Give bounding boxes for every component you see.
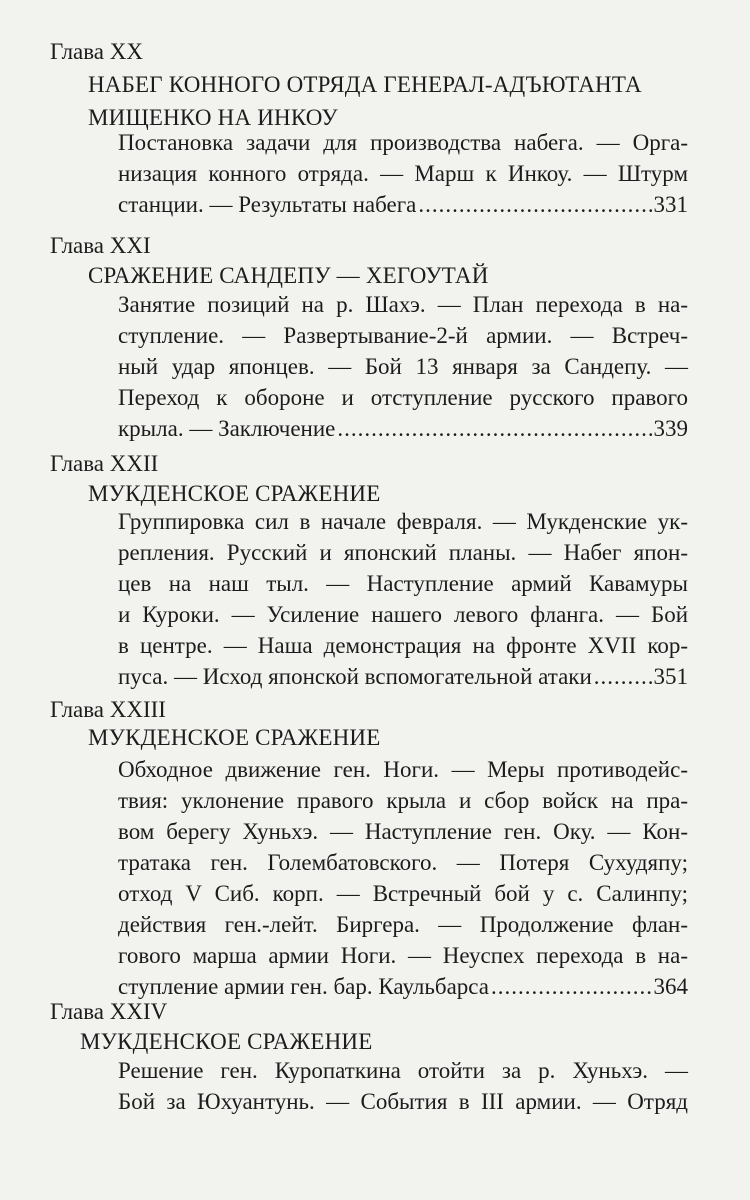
desc-line: и Куроки. — Усиление нашего левого фланга. — Бой <box>118 602 688 627</box>
desc-last-line <box>118 971 688 1002</box>
desc-line: Решение ген. Куропаткина отойти за р. Хуньхэ. — <box>118 1058 688 1083</box>
page-number: 351 <box>653 664 688 689</box>
desc-line: действия ген.-лейт. Биргера. — Продолжение флан- <box>118 912 688 937</box>
title-line: МУКДЕНСКОЕ СРАЖЕНИЕ <box>88 481 381 506</box>
desc-line: Постановка задачи для производства набега. — Орга- <box>118 130 688 155</box>
chapter-label: Глава XX <box>50 39 143 64</box>
desc-line: крыла. — Заключение <box>118 416 336 441</box>
title-line: НАБЕГ КОННОГО ОТРЯДА ГЕНЕРАЛ-АДЪЮТАНТА <box>88 72 642 97</box>
desc-line: Бой за Юхуантунь. — События в III армии. — Отряд <box>118 1089 688 1114</box>
chapter-description <box>118 506 688 692</box>
chapter-description <box>118 1055 688 1117</box>
desc-line: репления. Русский и японский планы. — Набег япон- <box>118 540 688 565</box>
desc-line: в центре. — Наша демонстрация на фронте XVII кор- <box>118 633 688 658</box>
chapter-description <box>118 127 688 220</box>
chapter-description <box>118 289 688 444</box>
title-line: МУКДЕНСКОЕ СРАЖЕНИЕ <box>80 1029 373 1054</box>
desc-line: пуса. — Исход японской вспомогательной атаки <box>118 664 592 689</box>
title-line: СРАЖЕНИЕ САНДЕПУ — ХЕГОУТАЙ <box>88 263 489 288</box>
desc-line: Обходное движение ген. Ноги. — Меры противодейс- <box>118 757 688 782</box>
desc-last-line <box>118 413 688 444</box>
chapter-description <box>118 754 688 1002</box>
desc-line: ступление армии ген. бар. Каульбарса <box>118 974 490 999</box>
desc-line: станции. — Результаты набега <box>118 192 417 217</box>
desc-line: твия: уклонение правого крыла и сбор войск на пра- <box>118 788 688 813</box>
desc-last-line <box>118 661 688 692</box>
chapter-label: Глава XXII <box>50 451 159 476</box>
chapter-title <box>88 68 688 134</box>
title-line: МИЩЕНКО НА ИНКОУ <box>88 105 338 130</box>
desc-line: цев на наш тыл. — Наступление армий Кавамуры <box>118 571 688 596</box>
chapter-title <box>88 721 688 754</box>
page-number: 364 <box>653 974 688 999</box>
page-number: 339 <box>653 416 688 441</box>
leader-dots <box>491 971 651 1002</box>
chapter-title <box>80 1025 680 1058</box>
chapter-title <box>88 259 688 292</box>
leader-dots <box>418 189 651 220</box>
leader-dots <box>337 413 651 444</box>
title-line: МУКДЕНСКОЕ СРАЖЕНИЕ <box>88 725 381 750</box>
leader-dots <box>594 661 652 692</box>
desc-line: Переход к обороне и отступление русского правого <box>118 385 688 410</box>
desc-line: Занятие позиций на р. Шахэ. — План перехода в на- <box>118 292 688 317</box>
desc-line: тратака ген. Голембатовского. — Потеря Сухудяпу; <box>118 850 688 875</box>
desc-line: гового марша армии Ноги. — Неуспех перехода в на- <box>118 943 688 968</box>
desc-line: низация конного отряда. — Марш к Инкоу. — Штурм <box>118 161 688 186</box>
desc-line: Группировка сил в начале февраля. — Мукденские ук- <box>118 509 688 534</box>
chapter-label: Глава XXI <box>50 233 151 258</box>
desc-line: отход V Сиб. корп. — Встречный бой у с. Салинпу; <box>118 881 688 906</box>
page-number: 331 <box>653 192 688 217</box>
desc-line: ный удар японцев. — Бой 13 января за Сандепу. — <box>118 354 688 379</box>
desc-last-line <box>118 189 688 220</box>
desc-line: вом берегу Хуньхэ. — Наступление ген. Оку. — Кон- <box>118 819 688 844</box>
desc-line: ступление. — Развертывание-2-й армии. — Встреч- <box>118 323 688 348</box>
chapter-label: Глава XXIV <box>50 999 168 1024</box>
chapter-label: Глава XXIII <box>50 697 166 722</box>
